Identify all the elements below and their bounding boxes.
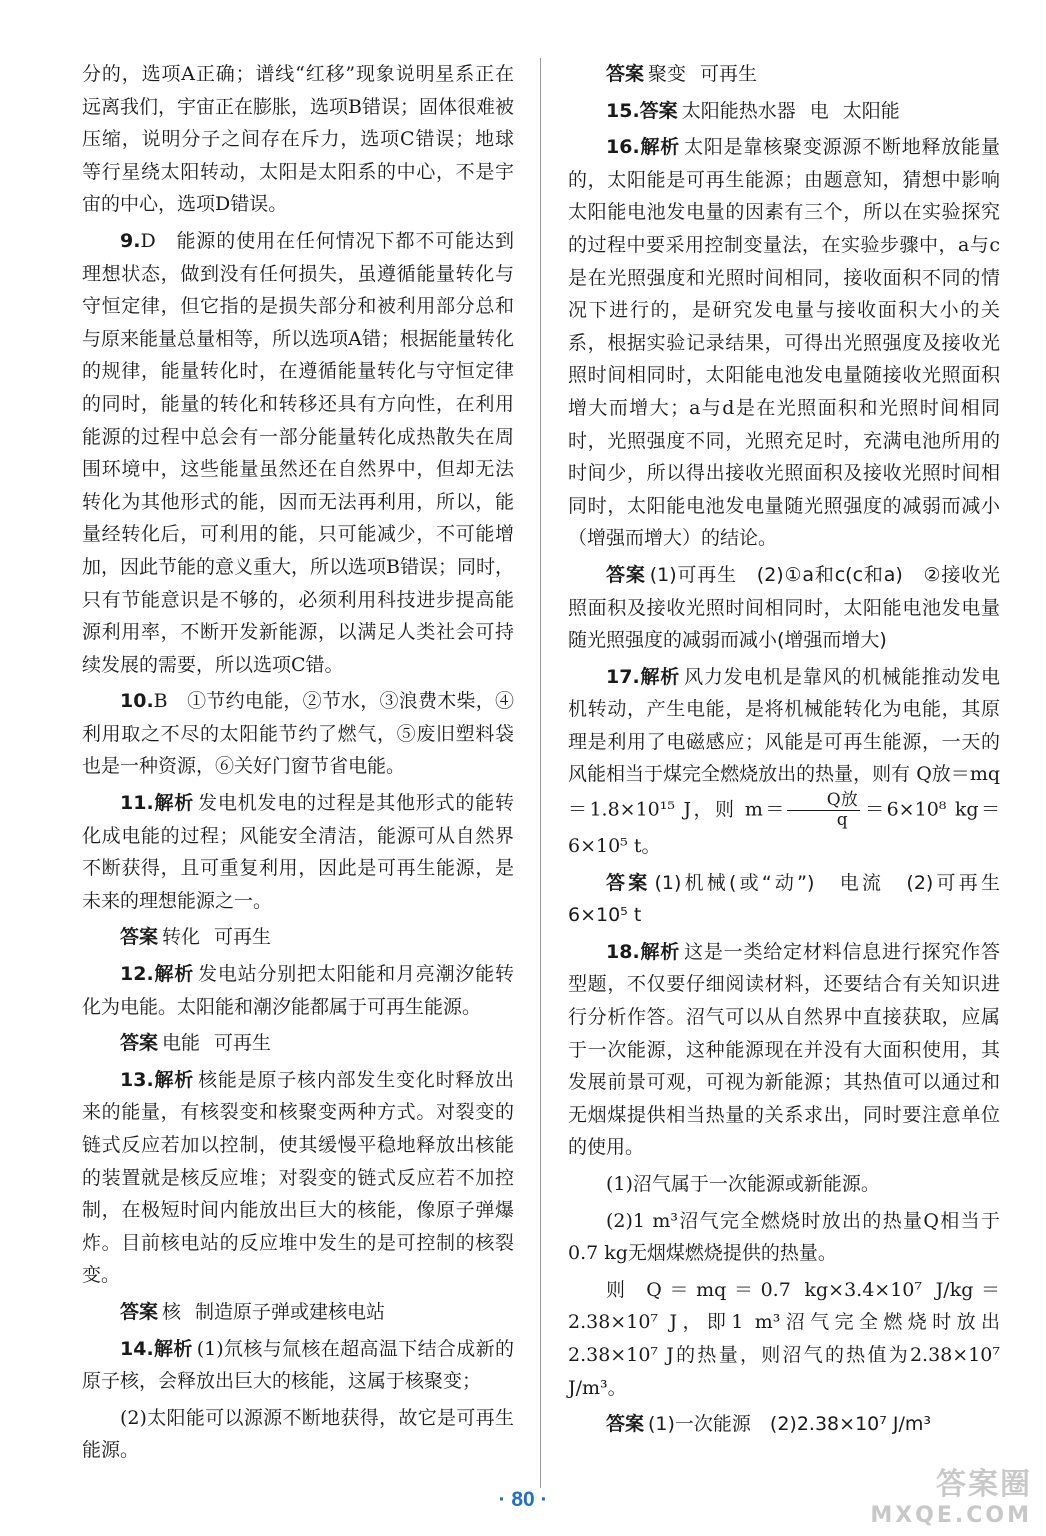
q14-explanation (82, 1333, 514, 1398)
watermark-line-2: MXQE.COM (870, 1503, 1032, 1528)
q14-number: 14. (120, 1337, 154, 1360)
q15-answer-a: 太阳能热水器 (681, 99, 796, 122)
q17-text-end: ＝6×10⁸ kg＝6×10⁵ t。 (568, 798, 1000, 858)
q13-number: 13. (120, 1068, 154, 1091)
q13-answer-b: 制造原子弹或建核电站 (195, 1300, 386, 1323)
q14-answer (568, 58, 1000, 91)
q18-number: 18. (606, 940, 640, 963)
q10-text: B ①节约电能，②节水，③浪费木柴，④利用取之不尽的太阳能节约了燃气，⑤废旧塑料袋也是一种资源，⑥关好门窗节省电能。 (82, 690, 514, 778)
q16-text: 太阳是靠核聚变源源不断地释放能量的，太阳能是可再生能源；由题意知，猜想中影响太阳能电池发电量的因素有三个，所以在实验探究的过程中要采用控制变量法，在实验步骤中，a与c是在光照强度和光照时间相同，接收面积不同的情况下进行的，是研究发电量与接收面积大小的关系，根据实验记录结果，可得出光照强度及接收光照时间相同时，太阳能电池发电量随接收光照面积增大而增大；a与d是在光照面积和光照时间相同时，光照强度不同，光照充足时，充满电池所用的时间少，所以得出接收光照面积及接收光照时间相同时，太阳能电池发电量随光照强度的减弱而减小（增强而增大）的结论。 (568, 136, 1000, 550)
q8-continuation: 分的，选项A正确；谱线“红移”现象说明星系正在远离我们，宇宙正在膨胀，选项B错误；固体很难被压缩，说明分子之间存在斥力，选项C错误；地球等行星绕太阳转动，太阳是太阳系的中心，不是宇宙的中心，选项D错误。 (82, 63, 514, 216)
q18-answer-label: 答案 (606, 1413, 645, 1436)
q13-answer-label: 答案 (120, 1300, 159, 1323)
q15-answer-b: 电 (809, 99, 829, 122)
q17-number: 17. (606, 665, 640, 688)
q11-answer-a: 转化 (162, 926, 201, 949)
q14-answer-b: 可再生 (700, 63, 758, 85)
q14-text-1: (1)氘核与氚核在超高温下结合成新的原子核，会释放出巨大的核能，这属于核聚变； (82, 1337, 514, 1393)
q13-answer (82, 1296, 514, 1329)
q17-text: 风力发电机是靠风的机械能推动发电机转动，产生电能，是将机械能转化为电能，其原理是利用了电磁感应；风能是可再生能源，一天的风能相当于煤完全燃烧放出的热量，则有 Q放＝mq＝1.8×10¹⁵ J，则 m＝ (568, 665, 1000, 821)
q13-explanation (82, 1064, 514, 1292)
q12-answer-a: 电能 (162, 1032, 201, 1055)
q11-answer (82, 921, 514, 954)
page-number: · 80 · (498, 1488, 548, 1511)
q18-explanation (568, 936, 1000, 1164)
right-column (568, 58, 1020, 1441)
q9-number: 9. (120, 229, 141, 252)
q12-answer (82, 1027, 514, 1060)
q15-number: 15. (606, 99, 640, 122)
q11-explanation (82, 787, 514, 917)
page-number-value: 80 (511, 1488, 535, 1511)
q14-answer-a: 聚变 (648, 63, 687, 85)
q11-number: 11. (120, 792, 154, 815)
q18-part-2: (2)1 m³沼气完全燃烧时放出的热量Q相当于0.7 kg无烟煤燃烧提供的热量。 (568, 1209, 1000, 1265)
q18-answer (568, 1408, 1000, 1441)
q17-analysis-label: 解析 (639, 665, 681, 688)
q14-answer-label: 答案 (606, 63, 645, 85)
q10-number: 10. (120, 690, 154, 713)
q15-answer (568, 95, 1000, 128)
q17-fraction-numerator: Q放 (787, 791, 860, 811)
q12-answer-b: 可再生 (214, 1032, 272, 1055)
q9-text: D 能源的使用在任何情况下都不可能达到理想状态，做到没有任何损失，虽遵循能量转化与守恒定律，但它指的是损失部分和被利用部分总和与原来能量总量相等，所以选项A错；根据能量转化的规律，能量转化时，在遵循能量转化与守恒定律的同时，能量的转化和转移还具有方向性，在利用能源的过程中总会有一部分能量转化成热散失在周围环境中，这些能量虽然还在自然界中，但却无法转化为其他形式的能，因而无法再利用，所以，能量经转化后，可利用的能，只可能减少，不可能增加，因此节能的意义重大，所以选项B错误；同时，只有节能意识是不够的，必须利用科技进步提高能源利用率，不断开发新能源，以满足人类社会可持续发展的需要，所以选项C错。 (82, 229, 514, 676)
q17-fraction (787, 791, 860, 830)
q16-answer (568, 559, 1000, 657)
q12-explanation (82, 958, 514, 1023)
q12-number: 12. (120, 963, 154, 986)
q17-answer (568, 867, 1020, 932)
q13-analysis-label: 解析 (153, 1068, 195, 1091)
q18-answer-text: (1)一次能源 (2)2.38×10⁷ J/m³ (648, 1413, 932, 1436)
q15-answer-c: 太阳能 (842, 99, 900, 122)
q11-answer-label: 答案 (120, 926, 159, 949)
q12-analysis-label: 解析 (153, 963, 195, 986)
q17-answer-text: (1)机械(或“动”) 电流 (2)可再生 6×10⁵ t (568, 871, 1020, 927)
q13-text: 核能是原子核内部发生变化时释放出来的能量，有核裂变和核聚变两种方式。对裂变的链式反应若加以控制，使其缓慢平稳地释放出核能的装置就是核反应堆；对裂变的链式反应若不加控制，在极短时间内能放出巨大的核能，像原子弹爆炸。目前核电站的反应堆中发生的是可控制的核裂变。 (82, 1068, 514, 1287)
q14-analysis-label: 解析 (153, 1337, 193, 1360)
left-column (82, 58, 514, 1467)
q11-text: 发电机发电的过程是其他形式的能转化成电能的过程；风能安全清洁，能源可从自然界不断获得，且可重复利用，因此是可再生能源，是未来的理想能源之一。 (82, 792, 514, 912)
column-divider (540, 58, 541, 1488)
q14-explanation-2: (2)太阳能可以源源不断地获得，故它是可再生能源。 (82, 1406, 514, 1462)
q17-answer-label: 答案 (606, 871, 651, 894)
q17-fraction-denominator: q (836, 810, 848, 831)
q16-analysis-label: 解析 (639, 136, 681, 159)
q17-explanation (568, 661, 1000, 863)
q13-answer-a: 核 (162, 1300, 182, 1323)
q16-explanation (568, 131, 1000, 555)
q12-answer-label: 答案 (120, 1032, 159, 1055)
q11-answer-b: 可再生 (214, 926, 272, 949)
q18-part-3: 则 Q＝mq＝0.7 kg×3.4×10⁷ J/kg＝2.38×10⁷ J，即1 m³沼气完全燃烧时放出2.38×10⁷ J的热量，则沼气的热值为2.38×10⁷ J/m³。 (568, 1278, 1000, 1399)
q18-part-1: (1)沼气属于一次能源或新能源。 (606, 1173, 880, 1195)
q18-analysis-label: 解析 (639, 940, 681, 963)
q16-answer-text: (1)可再生 (2)①a和c(c和a) ②接收光照面积及接收光照时间相同时，太阳能电池发电量随光照强度的减弱而减小(增强而增大) (568, 563, 1000, 652)
watermark-line-1: 答案圈 (936, 1467, 1032, 1502)
q10-explanation (82, 685, 514, 783)
q9-explanation (82, 225, 514, 681)
q11-analysis-label: 解析 (153, 792, 195, 815)
watermark-logo (870, 1459, 1032, 1528)
q15-answer-label: 答案 (639, 99, 678, 122)
q16-number: 16. (606, 136, 640, 159)
q18-text: 这是一类给定材料信息进行探究作答型题，不仅要仔细阅读材料，还要结合有关知识进行分析作答。沼气可以从自然界中直接获取，应属于一次能源，这种能源现在并没有大面积使用，其发展前景可观，可视为新能源；其热值可以通过和无烟煤提供相当热量的关系求出，同时要注意单位的使用。 (568, 940, 1000, 1159)
q12-text: 发电站分别把太阳能和月亮潮汐能转化为电能。太阳能和潮汐能都属于可再生能源。 (82, 963, 514, 1018)
q16-answer-label: 答案 (606, 563, 646, 586)
